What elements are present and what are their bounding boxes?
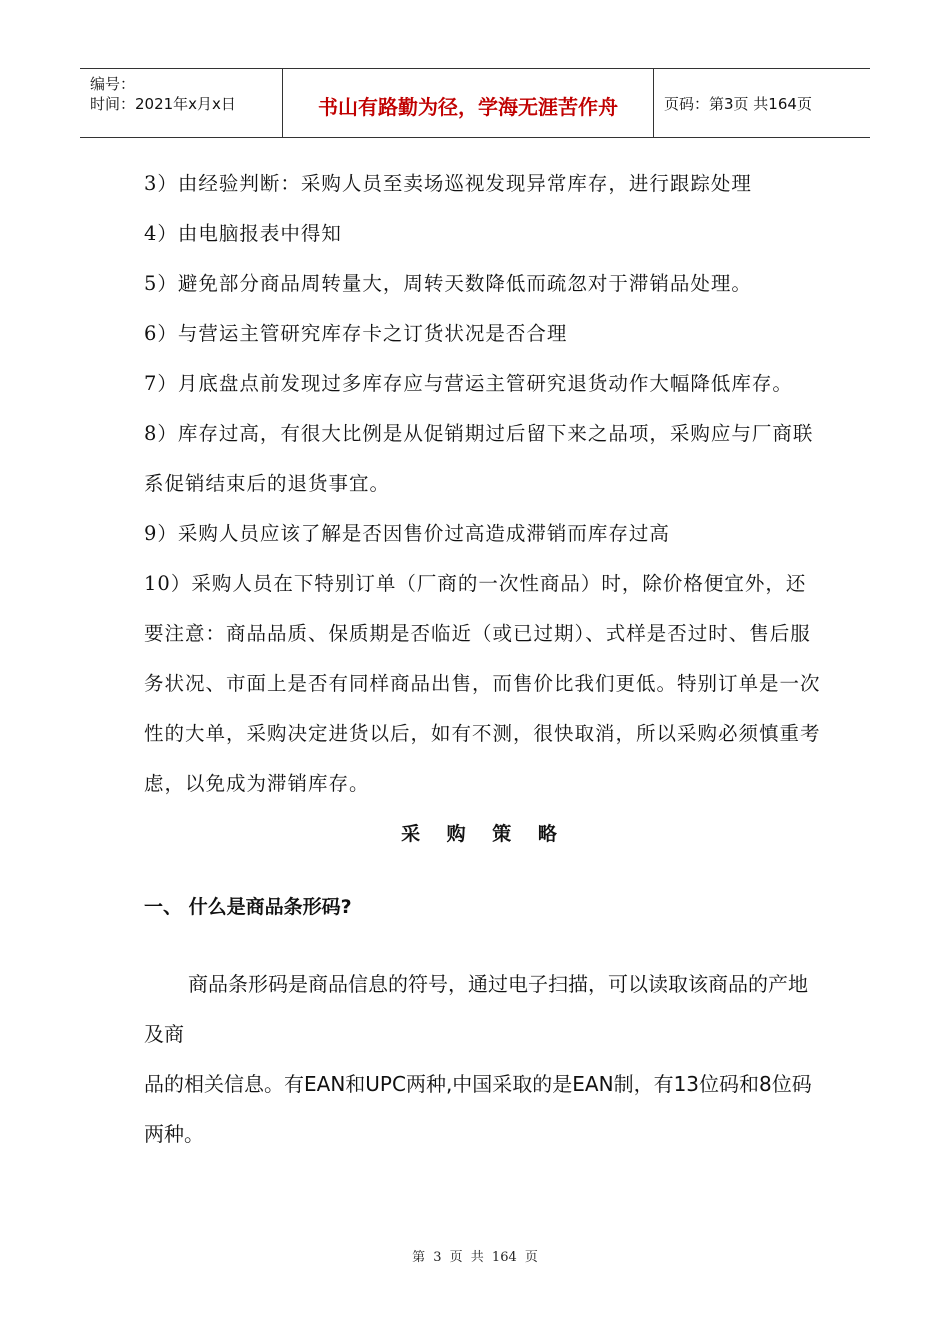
date-label: 时间：2021年x月x日 xyxy=(90,95,236,113)
paragraph-9: 9）采购人员应该了解是否因售价过高造成滞销而库存过高 xyxy=(144,522,670,545)
header-page-cell xyxy=(654,69,870,137)
document-body xyxy=(144,159,824,1159)
header-meta-cell xyxy=(80,69,283,137)
document-header xyxy=(80,68,870,138)
paragraph-4: 4）由电脑报表中得知 xyxy=(144,222,342,245)
paragraph-6: 6）与营运主管研究库存卡之订货状况是否合理 xyxy=(144,322,568,345)
center-heading: 采 购 策 略 xyxy=(401,823,567,845)
paragraph-3: 3）由经验判断：采购人员至卖场巡视发现异常库存，进行跟踪处理 xyxy=(144,172,752,195)
section-body-line1: 商品条形码是商品信息的符号，通过电子扫描，可以读取该商品的产地及商 xyxy=(144,972,808,1046)
paragraph-8: 8）库存过高，有很大比例是从促销期过后留下来之品项，采购应与厂商联系促销结束后的退货事宜。 xyxy=(144,422,814,495)
code-label: 编号： xyxy=(90,75,136,93)
section-body-line2: 品的相关信息。有EAN和UPC两种,中国采取的是EAN制，有13位码和8位码两种。 xyxy=(144,1072,812,1146)
page-label: 页码：第3页 共164页 xyxy=(664,95,812,113)
page-footer: 第 3 页 共 164 页 xyxy=(412,1250,538,1265)
header-motto-cell xyxy=(283,69,654,137)
paragraph-10: 10）采购人员在下特别订单（厂商的一次性商品）时，除价格便宜外，还要注意：商品品质、保质期是否临近（或已过期）、式样是否过时、售后服务状况、市面上是否有同样商品出售，而售价比我们更低。特别订单是一次性的大单，采购决定进货以后，如有不测，很快取消，所以采购必须慎重考虑，以免成为滞销库存。 xyxy=(144,572,821,795)
paragraph-5: 5）避免部分商品周转量大，周转天数降低而疏忽对于滞销品处理。 xyxy=(144,272,752,295)
section-title: 一、 什么是商品条形码? xyxy=(144,896,352,918)
motto: 书山有路勤为径，学海无涯苦作舟 xyxy=(318,95,618,119)
paragraph-7: 7）月底盘点前发现过多库存应与营运主管研究退货动作大幅降低库存。 xyxy=(144,372,793,395)
